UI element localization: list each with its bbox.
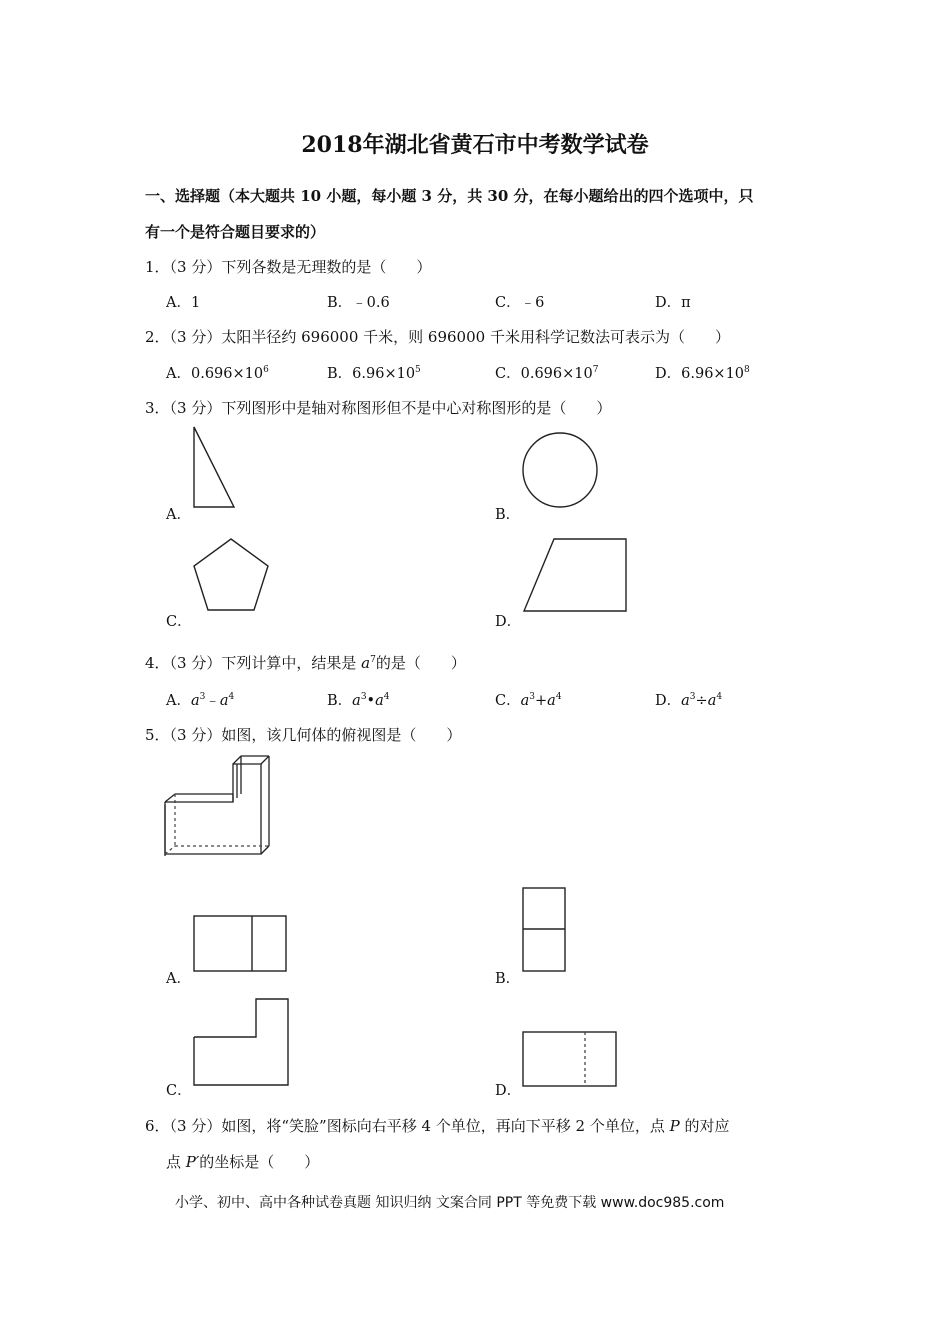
right-triangle-figure bbox=[190, 425, 240, 511]
q4-option-d: D．$a^3\div a^4$ bbox=[655, 692, 723, 709]
section-heading-line2: 有一个是符合题目要求的） bbox=[145, 223, 326, 241]
q1-option-b: B．﹣0.6 bbox=[327, 295, 390, 311]
q3-option-b: B． bbox=[495, 507, 521, 523]
q4-option-b: B．$a^3•a^4$ bbox=[327, 692, 390, 709]
question-6-line2: 点 P′的坐标是（ ） bbox=[166, 1153, 320, 1171]
page-title: 2018年湖北省黄石市中考数学试卷 bbox=[301, 132, 649, 158]
q5-option-a: A． bbox=[166, 971, 191, 987]
q3-option-d: D． bbox=[495, 614, 522, 630]
question-3: 3．（3 分）下列图形中是轴对称图形但不是中心对称图形的是（ ） bbox=[145, 399, 612, 417]
q1-option-a: A．1 bbox=[166, 295, 201, 311]
q4-option-a: A．$a^3﹣a^4$ bbox=[166, 692, 235, 709]
q2-option-c: C．$0.696\times 10^7$ bbox=[495, 365, 599, 382]
q4-option-c: C．$a^3+a^4$ bbox=[495, 692, 562, 709]
q5-option-d: D． bbox=[495, 1083, 522, 1099]
top-view-a-figure bbox=[192, 914, 288, 974]
top-view-d-figure bbox=[521, 1030, 618, 1088]
question-5: 5．（3 分）如图，该几何体的俯视图是（ ） bbox=[145, 726, 462, 744]
q3-option-a: A． bbox=[166, 507, 191, 523]
question-4: 4．（3 分）下列计算中，结果是 $a^7$的是（ ） bbox=[145, 654, 466, 672]
circle-figure bbox=[520, 432, 602, 512]
l-shaped-solid-figure bbox=[163, 752, 273, 858]
top-view-b-figure bbox=[521, 886, 567, 974]
section-heading-line1: 一、选择题（本大题共 10 小题，每小题 3 分，共 30 分，在每小题给出的四个选项中，只 bbox=[145, 187, 754, 205]
q5-option-c: C． bbox=[166, 1083, 192, 1099]
pentagon-figure bbox=[190, 535, 274, 615]
q2-option-b: B．$6.96\times 10^5$ bbox=[327, 365, 421, 382]
top-view-c-figure bbox=[192, 997, 290, 1087]
q2-option-d: D．$6.96\times 10^8$ bbox=[655, 365, 750, 382]
trapezoid-figure bbox=[520, 535, 630, 615]
q2-option-a: A．$0.696\times 10^6$ bbox=[166, 365, 269, 382]
q3-option-c: C． bbox=[166, 614, 192, 630]
question-2: 2．（3 分）太阳半径约 696000 千米，则 696000 千米用科学记数法可表示为（ ） bbox=[145, 328, 730, 346]
page-footer: 小学、初中、高中各种试卷真题 知识归纳 文案合同 PPT 等免费下载 www.doc985.com bbox=[175, 1195, 725, 1211]
q1-option-c: C．﹣6 bbox=[495, 295, 545, 311]
question-1: 1．（3 分）下列各数是无理数的是（ ） bbox=[145, 258, 432, 276]
q1-option-d: D．π bbox=[655, 295, 691, 311]
q5-option-b: B． bbox=[495, 971, 521, 987]
question-6-line1: 6．（3 分）如图，将“笑脸”图标向右平移 4 个单位，再向下平移 2 个单位，点 P 的对应 bbox=[145, 1117, 730, 1135]
